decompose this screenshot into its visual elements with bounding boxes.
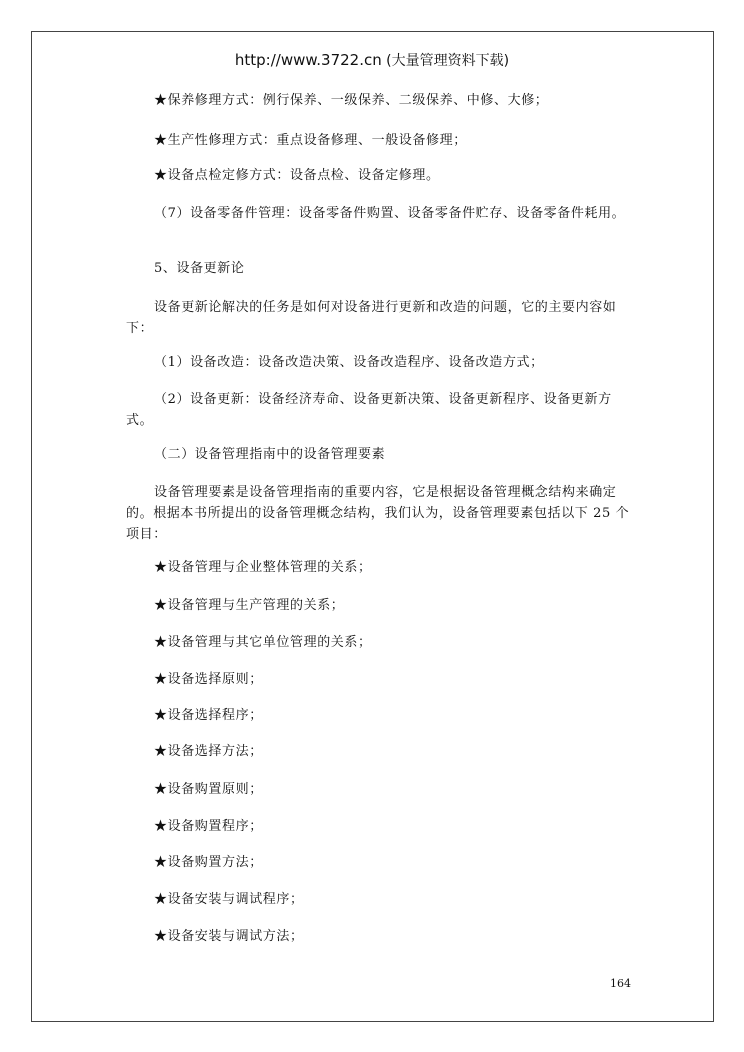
header-url[interactable]: http://www.3722.cn [234,51,382,69]
section-heading-renewal: 5、设备更新论 [154,261,245,276]
para-spare-parts: （7）设备零备件管理：设备零备件购置、设备零备件贮存、设备零备件耗用。 [154,206,626,221]
page-number: 164 [610,977,631,990]
list-item: ★设备购置方法； [154,855,263,870]
section-heading-elements: （二）设备管理指南中的设备管理要素 [154,447,386,462]
para-renewal-intro: 设备更新论解决的任务是如何对设备进行更新和改造的问题，它的主要内容如下： [126,300,617,336]
list-item: ★设备管理与企业整体管理的关系； [154,560,372,575]
list-item: ★设备安装与调试方法； [154,929,304,944]
line-spot-inspection: ★设备点检定修方式：设备点检、设备定修理。 [154,168,440,183]
list-item: ★设备选择原则； [154,672,263,687]
line-production-repair: ★生产性修理方式：重点设备修理、一般设备修理； [154,133,467,148]
para-equipment-renewal: （2）设备更新：设备经济寿命、设备更新决策、设备更新程序、设备更新方式。 [126,392,612,428]
line-maintenance-repair: ★保养修理方式：例行保养、一级保养、二级保养、中修、大修； [154,93,549,108]
header-note: (大量管理资料下载) [381,53,510,69]
list-item: ★设备购置原则； [154,782,263,797]
para-elements-intro: 设备管理要素是设备管理指南的重要内容，它是根据设备管理概念结构来确定的。根据本书所提出的设备管理概念结构，我们认为，设备管理要素包括以下 25 个项目： [126,485,630,542]
list-item: ★设备安装与调试程序； [154,892,304,907]
list-item: ★设备选择程序； [154,708,263,723]
list-item: ★设备管理与其它单位管理的关系； [154,635,372,650]
list-item: ★设备选择方法； [154,744,263,759]
line-equipment-modification: （1）设备改造：设备改造决策、设备改造程序、设备改造方式； [154,355,544,370]
page-header [0,50,744,70]
list-item: ★设备管理与生产管理的关系； [154,598,345,613]
list-item: ★设备购置程序； [154,819,263,834]
